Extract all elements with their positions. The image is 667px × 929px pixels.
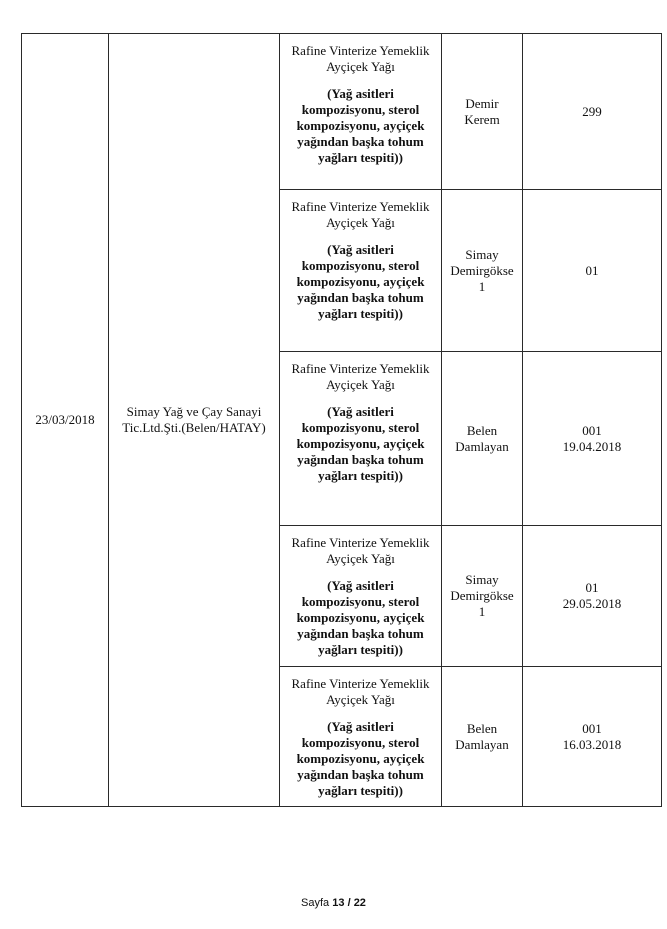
product-cell	[280, 34, 442, 190]
value-cell	[523, 667, 662, 807]
records-table	[21, 33, 662, 807]
analysis-description: (Yağ asitleri kompozisyonu, sterol kompozisyonu, ayçiçek yağından başka tohum yağları tespiti))	[296, 719, 425, 798]
company-cell: Simay Yağ ve Çay Sanayi Tic.Ltd.Şti.(Belen/HATAY)	[109, 34, 280, 807]
product-name: Rafine Vinterize Yemeklik Ayçiçek Yağı	[291, 199, 430, 230]
value-line: 01	[585, 580, 599, 595]
total-pages: 22	[353, 897, 366, 909]
product-cell	[280, 190, 442, 352]
analysis-description: (Yağ asitleri kompozisyonu, sterol kompozisyonu, ayçiçek yağından başka tohum yağları tespiti))	[296, 404, 425, 483]
product-cell	[280, 667, 442, 807]
value-cell	[523, 34, 662, 190]
product-name: Rafine Vinterize Yemeklik Ayçiçek Yağı	[291, 535, 430, 566]
person-cell: Belen Damlayan	[442, 667, 523, 807]
value-cell	[523, 526, 662, 667]
product-cell	[280, 352, 442, 526]
page-label: Sayfa	[301, 897, 330, 909]
value-cell	[523, 352, 662, 526]
product-name: Rafine Vinterize Yemeklik Ayçiçek Yağı	[291, 676, 430, 707]
person-cell: Demir Kerem	[442, 34, 523, 190]
person-cell: Belen Damlayan	[442, 352, 523, 526]
value-cell	[523, 190, 662, 352]
value-date: 16.03.2018	[562, 736, 622, 752]
page-number	[0, 897, 667, 909]
current-page: 13	[332, 897, 345, 909]
value-date: 29.05.2018	[562, 596, 622, 611]
person-cell: Simay Demirgökse 1	[442, 526, 523, 667]
analysis-description: (Yağ asitleri kompozisyonu, sterol kompozisyonu, ayçiçek yağından başka tohum yağları tespiti))	[296, 242, 425, 321]
value-line: 299	[582, 103, 602, 119]
product-name: Rafine Vinterize Yemeklik Ayçiçek Yağı	[291, 361, 430, 392]
value-line: 001	[582, 720, 602, 736]
value-date: 19.04.2018	[562, 438, 622, 454]
product-name: Rafine Vinterize Yemeklik Ayçiçek Yağı	[291, 43, 430, 74]
person-cell: Simay Demirgökse 1	[442, 190, 523, 352]
page-separator: /	[347, 897, 351, 909]
value-line: 01	[585, 262, 599, 278]
product-cell	[280, 526, 442, 667]
date-cell: 23/03/2018	[22, 34, 109, 807]
table-row	[22, 34, 662, 190]
value-line: 001	[582, 422, 602, 438]
analysis-description: (Yağ asitleri kompozisyonu, sterol kompozisyonu, ayçiçek yağından başka tohum yağları tespiti))	[296, 578, 425, 657]
analysis-description: (Yağ asitleri kompozisyonu, sterol kompozisyonu, ayçiçek yağından başka tohum yağları tespiti))	[296, 86, 425, 165]
